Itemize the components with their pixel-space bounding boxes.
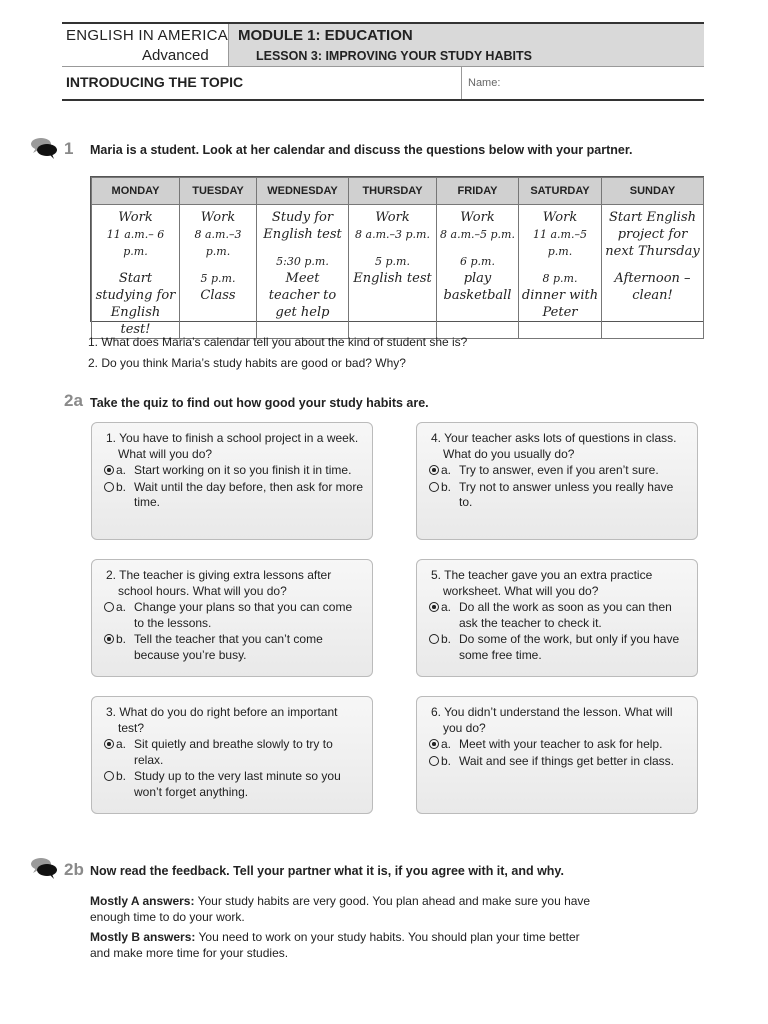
- feedback-label: Mostly B answers:: [90, 930, 196, 944]
- lesson-title: LESSON 3: IMPROVING YOUR STUDY HABITS: [256, 49, 532, 63]
- option-text: Wait until the day before, then ask for more time.: [134, 479, 364, 509]
- option-letter: b.: [116, 632, 127, 646]
- quiz-option-a[interactable]: [425, 737, 689, 753]
- option-text: Try to answer, even if you aren’t sure.: [459, 463, 659, 477]
- section-number: 2a: [64, 391, 83, 410]
- option-text: Do all the work as soon as you can then ask the teacher to check it.: [459, 600, 672, 630]
- discussion-question-1: 1. What does Maria’s calendar tell you about the kind of student she is?: [88, 335, 468, 349]
- cell-top: Work: [200, 210, 236, 225]
- option-letter: a.: [116, 737, 127, 751]
- cell-bottom: Start studying for English test!: [95, 271, 176, 337]
- quiz-option-b[interactable]: [425, 632, 689, 663]
- quiz-option-a[interactable]: [425, 463, 689, 479]
- cell-top-time: 11 a.m.–5 p.m.: [533, 228, 587, 258]
- calendar-cell: [437, 205, 519, 339]
- quiz-option-b[interactable]: [100, 632, 364, 663]
- quiz-option-b[interactable]: [425, 480, 689, 511]
- calendar-cell: [602, 205, 704, 339]
- cell-top: Study for English test: [263, 210, 342, 242]
- speech-bubbles-icon: [30, 856, 60, 880]
- cell-bottom: play basketball: [443, 271, 512, 303]
- quiz-option-b[interactable]: [425, 754, 689, 770]
- radio-button-icon[interactable]: [429, 634, 439, 644]
- radio-button-icon[interactable]: [104, 465, 114, 475]
- cell-bottom: English test: [353, 271, 432, 286]
- cell-bottom: Afternoon – clean!: [614, 271, 691, 303]
- quiz-question-text: 5. The teacher gave you an extra practice worksheet. What will you do?: [431, 568, 653, 598]
- quiz-question-box: [91, 696, 373, 814]
- section-instruction: Now read the feedback. Tell your partner what it is, if you agree with it, and why.: [90, 864, 564, 878]
- quiz-option-b[interactable]: [100, 480, 364, 511]
- name-divider: [461, 67, 462, 99]
- radio-button-icon[interactable]: [104, 634, 114, 644]
- quiz-question-box: [416, 422, 698, 540]
- option-letter: a.: [441, 600, 452, 614]
- option-text: Do some of the work, but only if you have some free time.: [459, 632, 680, 662]
- radio-button-icon[interactable]: [104, 482, 114, 492]
- calendar-cell: [257, 205, 349, 339]
- radio-button-icon[interactable]: [429, 482, 439, 492]
- section-instruction: Maria is a student. Look at her calendar and discuss the questions below with your partner.: [90, 143, 633, 157]
- cell-bottom: dinner with Peter: [521, 288, 599, 320]
- day-header: SUNDAY: [602, 178, 704, 205]
- section-number: 1: [64, 139, 74, 158]
- speech-bubbles-icon: [30, 136, 60, 160]
- day-header: FRIDAY: [437, 178, 519, 205]
- cell-bottom-time: 8 p.m.: [542, 272, 578, 285]
- option-text: Start working on it so you finish it in time.: [134, 463, 352, 477]
- option-letter: b.: [116, 479, 127, 494]
- feedback-text: You need to work on your study habits. You should plan your time better and make more time for your studies.: [90, 930, 580, 960]
- day-header: SATURDAY: [519, 178, 602, 205]
- quiz-question-text: 6. You didn’t understand the lesson. What will you do?: [431, 705, 673, 735]
- option-text: Try not to answer unless you really have to.: [459, 479, 674, 509]
- option-letter: a.: [116, 600, 127, 614]
- topic-heading: INTRODUCING THE TOPIC: [66, 74, 244, 90]
- calendar-header-row: [92, 178, 704, 205]
- quiz-question-text: 4. Your teacher asks lots of questions in class. What do you usually do?: [431, 431, 677, 461]
- radio-button-icon[interactable]: [104, 602, 114, 612]
- option-letter: a.: [116, 463, 127, 477]
- cell-bottom: Meet teacher to get help: [268, 271, 337, 320]
- quiz-option-a[interactable]: [100, 600, 364, 631]
- cell-bottom-time: 5:30 p.m.: [276, 255, 329, 268]
- radio-button-icon[interactable]: [429, 602, 439, 612]
- section-number: 2b: [64, 860, 84, 879]
- feedback-text: Your study habits are very good. You plan ahead and make sure you have enough time to do your work.: [90, 894, 591, 924]
- day-header: WEDNESDAY: [257, 178, 349, 205]
- quiz-option-a[interactable]: [425, 600, 689, 631]
- cell-top: Work: [375, 210, 410, 225]
- cell-bottom-time: 5 p.m.: [200, 272, 236, 285]
- option-text: Meet with your teacher to ask for help.: [459, 737, 663, 751]
- day-header: TUESDAY: [180, 178, 257, 205]
- radio-button-icon[interactable]: [429, 739, 439, 749]
- quiz-option-a[interactable]: [100, 737, 364, 768]
- cell-bottom-time: 5 p.m.: [375, 255, 410, 268]
- brand-name: ENGLISH IN AMERICA: [66, 27, 229, 44]
- quiz-question-box: [416, 696, 698, 814]
- radio-button-icon[interactable]: [429, 756, 439, 766]
- day-header: THURSDAY: [349, 178, 437, 205]
- discussion-question-2: 2. Do you think Maria’s study habits are good or bad? Why?: [88, 356, 406, 370]
- option-text: Wait and see if things get better in class.: [459, 753, 674, 768]
- quiz-question-box: [91, 422, 373, 540]
- cell-top: Start English project for next Thursday: [605, 210, 700, 259]
- quiz-question-text: 2. The teacher is giving extra lessons after school hours. What will you do?: [106, 568, 332, 598]
- calendar-cell: [92, 205, 180, 339]
- cell-top: Work: [118, 210, 153, 225]
- day-header: MONDAY: [92, 178, 180, 205]
- calendar-cell: [519, 205, 602, 339]
- quiz-option-b[interactable]: [100, 769, 364, 800]
- quiz-question-text: 3. What do you do right before an important test?: [106, 705, 338, 735]
- quiz-question-box: [416, 559, 698, 677]
- cell-bottom: Class: [200, 288, 236, 303]
- option-letter: a.: [441, 737, 452, 751]
- option-text: Tell the teacher that you can’t come because you’re busy.: [134, 632, 323, 662]
- quiz-option-a[interactable]: [100, 463, 364, 479]
- brand-level: Advanced: [142, 47, 209, 64]
- calendar-cell: [180, 205, 257, 339]
- option-letter: b.: [441, 632, 452, 646]
- option-letter: b.: [441, 479, 452, 494]
- cell-top-time: 8 a.m.–5 p.m.: [440, 228, 515, 241]
- option-letter: b.: [116, 769, 127, 783]
- option-text: Sit quietly and breathe slowly to try to relax.: [134, 737, 333, 767]
- cell-top: Work: [542, 210, 578, 225]
- quiz-question-text: 1. You have to finish a school project in a week. What will you do?: [106, 431, 359, 461]
- radio-button-icon[interactable]: [104, 739, 114, 749]
- cell-top: Work: [460, 210, 495, 225]
- option-text: Change your plans so that you can come to the lessons.: [134, 600, 353, 630]
- module-title: MODULE 1: EDUCATION: [238, 27, 413, 44]
- option-text: Study up to the very last minute so you won’t forget anything.: [134, 769, 341, 799]
- section-instruction: Take the quiz to find out how good your study habits are.: [90, 396, 429, 410]
- cell-top-time: 8 a.m.–3 p.m.: [355, 228, 430, 241]
- radio-button-icon[interactable]: [104, 771, 114, 781]
- radio-button-icon[interactable]: [429, 465, 439, 475]
- calendar-cell: [349, 205, 437, 339]
- feedback-mostly-b: [90, 930, 600, 961]
- name-label: Name:: [468, 77, 501, 89]
- option-letter: a.: [441, 463, 452, 477]
- quiz-question-box: [91, 559, 373, 677]
- feedback-label: Mostly A answers:: [90, 894, 195, 908]
- cell-top-time: 8 a.m.–3 p.m.: [194, 228, 242, 258]
- calendar-table: [90, 176, 704, 337]
- option-letter: b.: [441, 753, 452, 768]
- feedback-mostly-a: [90, 894, 600, 925]
- cell-bottom-time: 6 p.m.: [460, 255, 495, 268]
- cell-top-time: 11 a.m.– 6 p.m.: [106, 228, 165, 258]
- calendar-body-row: [92, 205, 704, 339]
